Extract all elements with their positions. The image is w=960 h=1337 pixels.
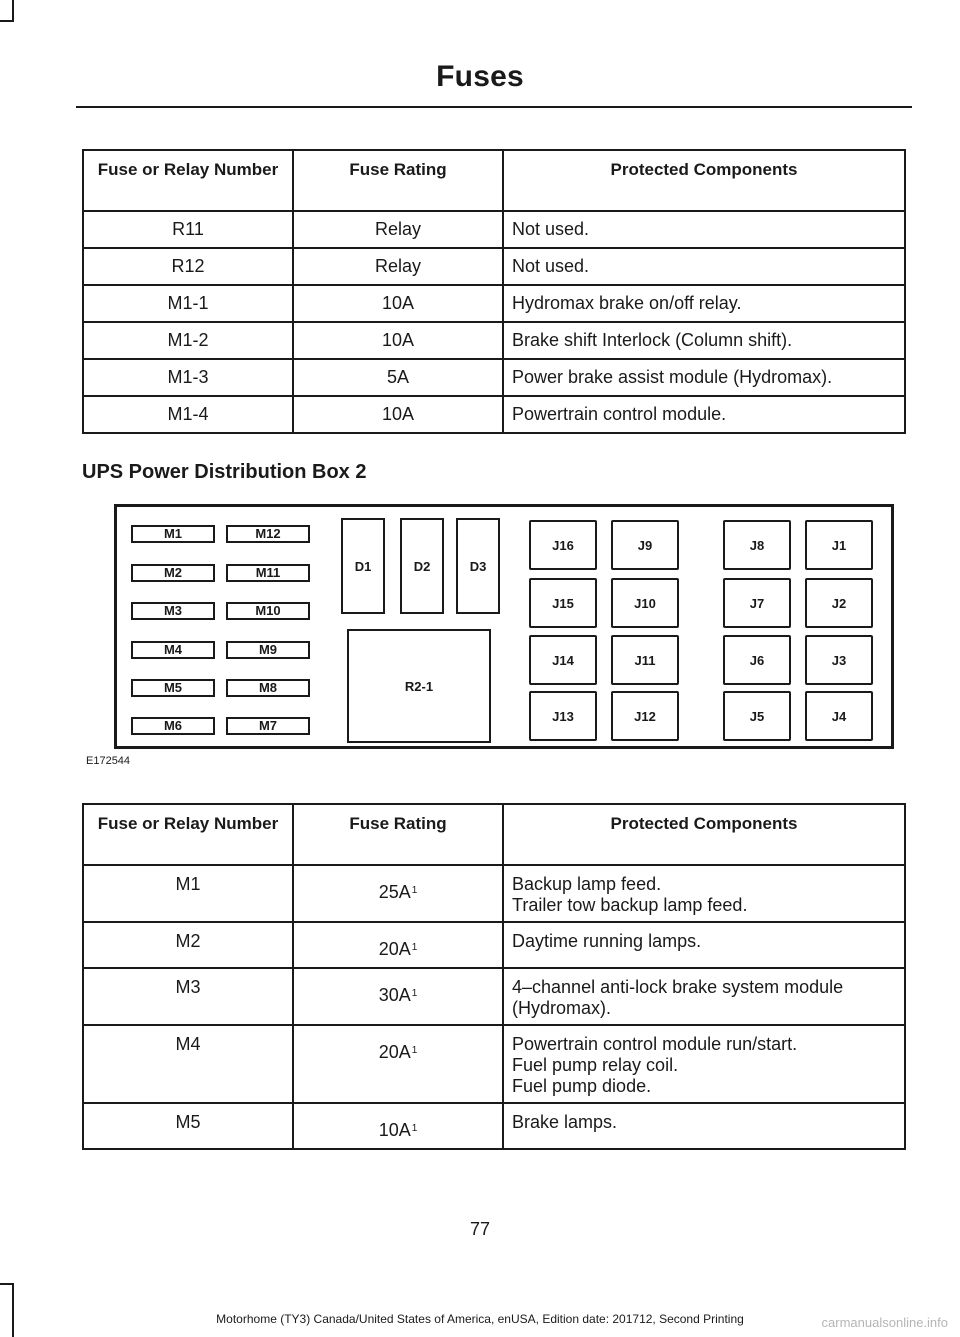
fuse-number: M4 <box>83 1025 293 1103</box>
fuse-slot: J3 <box>805 635 873 685</box>
fuse-number: M1-4 <box>83 396 293 433</box>
fuse-rating-cell <box>293 865 503 922</box>
crop-mark <box>12 1283 14 1337</box>
component-line: Trailer tow backup lamp feed. <box>512 895 748 915</box>
fuse-slot: M3 <box>131 602 215 620</box>
fuse-rating: 10A <box>293 322 503 359</box>
protected-component <box>503 922 905 968</box>
section-heading: UPS Power Distribution Box 2 <box>82 461 367 483</box>
fuse-slot: J6 <box>723 635 791 685</box>
protected-component: Hydromax brake on/off relay. <box>503 285 905 322</box>
component-line: Fuel pump diode. <box>512 1076 652 1096</box>
fuse-rating-cell <box>293 968 503 1025</box>
figure-code: E172544 <box>86 755 131 767</box>
component-line: Fuel pump relay coil. <box>512 1055 679 1075</box>
page-footer: Motorhome (TY3) Canada/United States of America, enUSA, Edition date: 201712, Second Printing <box>216 1312 744 1326</box>
fuse-rating: 5A <box>293 359 503 396</box>
table-row <box>83 285 905 322</box>
fuse-slot: J12 <box>611 691 679 741</box>
fuse-rating: 25A <box>378 882 411 902</box>
fuse-slot: J13 <box>529 691 597 741</box>
watermark: carmanualsonline.info <box>821 1315 948 1330</box>
component-line: Backup lamp feed. <box>512 874 662 894</box>
table-row <box>83 322 905 359</box>
fuse-number: R11 <box>83 211 293 248</box>
fuse-number: M2 <box>83 922 293 968</box>
component-line: 4–channel anti-lock brake system module <box>512 977 844 997</box>
fuse-number: M5 <box>83 1103 293 1149</box>
fuse-slot: J16 <box>529 520 597 570</box>
fuse-rating: 10A <box>378 1120 411 1140</box>
fuse-table-2 <box>82 803 906 1150</box>
crop-mark <box>0 20 14 22</box>
protected-component <box>503 1103 905 1149</box>
table-row <box>83 396 905 433</box>
fuse-box-diagram <box>114 504 894 749</box>
fuse-slot: J2 <box>805 578 873 628</box>
component-line: Brake lamps. <box>512 1112 618 1132</box>
protected-component: Brake shift Interlock (Column shift). <box>503 322 905 359</box>
fuse-slot: J5 <box>723 691 791 741</box>
table-row <box>83 248 905 285</box>
fuse-slot: M1 <box>131 525 215 543</box>
fuse-rating-cell <box>293 922 503 968</box>
table-row <box>83 1025 905 1103</box>
fuse-slot: J7 <box>723 578 791 628</box>
column-header: Fuse Rating <box>293 150 503 211</box>
page-title: Fuses <box>436 60 524 93</box>
column-header: Protected Components <box>503 150 905 211</box>
column-header: Fuse or Relay Number <box>83 804 293 865</box>
fuse-slot: J14 <box>529 635 597 685</box>
table-row <box>83 922 905 968</box>
footnote-mark: 1 <box>411 1045 418 1056</box>
protected-component <box>503 865 905 922</box>
table-row <box>83 1103 905 1149</box>
fuse-number: M1 <box>83 865 293 922</box>
fuse-number: M1-2 <box>83 322 293 359</box>
diode-slot: D1 <box>341 518 385 614</box>
fuse-rating: 30A <box>378 985 411 1005</box>
fuse-slot: J9 <box>611 520 679 570</box>
diode-slot: D2 <box>400 518 444 614</box>
fuse-number: M1-1 <box>83 285 293 322</box>
relay-slot: R2-1 <box>347 629 491 743</box>
footnote-mark: 1 <box>411 942 418 953</box>
fuse-slot: M10 <box>226 602 310 620</box>
column-header: Fuse Rating <box>293 804 503 865</box>
column-header: Protected Components <box>503 804 905 865</box>
fuse-rating: Relay <box>293 248 503 285</box>
fuse-slot: J15 <box>529 578 597 628</box>
fuse-slot: M4 <box>131 641 215 659</box>
header-divider <box>76 106 912 108</box>
fuse-slot: M7 <box>226 717 310 735</box>
fuse-rating: 10A <box>293 285 503 322</box>
table-row <box>83 968 905 1025</box>
fuse-slot: J10 <box>611 578 679 628</box>
protected-component <box>503 968 905 1025</box>
fuse-slot: J1 <box>805 520 873 570</box>
protected-component <box>503 1025 905 1103</box>
crop-mark <box>12 0 14 22</box>
fuse-rating: 20A <box>378 1042 411 1062</box>
protected-component: Powertrain control module. <box>503 396 905 433</box>
column-header: Fuse or Relay Number <box>83 150 293 211</box>
fuse-rating: Relay <box>293 211 503 248</box>
fuse-slot: J11 <box>611 635 679 685</box>
fuse-slot: M2 <box>131 564 215 582</box>
component-line: Powertrain control module run/start. <box>512 1034 798 1054</box>
crop-mark <box>0 1283 14 1285</box>
fuse-number: M3 <box>83 968 293 1025</box>
fuse-table-1 <box>82 149 906 434</box>
fuse-rating-cell <box>293 1025 503 1103</box>
fuse-slot: M11 <box>226 564 310 582</box>
component-line: Daytime running lamps. <box>512 931 702 951</box>
protected-component: Not used. <box>503 248 905 285</box>
footnote-mark: 1 <box>411 885 418 896</box>
table-row <box>83 211 905 248</box>
footnote-mark: 1 <box>411 988 418 999</box>
page-number: 77 <box>469 1219 491 1239</box>
table-header-row <box>83 150 905 211</box>
fuse-number: R12 <box>83 248 293 285</box>
table-row <box>83 359 905 396</box>
fuse-slot: M9 <box>226 641 310 659</box>
fuse-slot: M6 <box>131 717 215 735</box>
fuse-slot: M8 <box>226 679 310 697</box>
fuse-slot: J8 <box>723 520 791 570</box>
protected-component: Not used. <box>503 211 905 248</box>
component-line: (Hydromax). <box>512 998 612 1018</box>
table-row <box>83 865 905 922</box>
fuse-rating: 20A <box>378 939 411 959</box>
diode-slot: D3 <box>456 518 500 614</box>
fuse-number: M1-3 <box>83 359 293 396</box>
fuse-rating: 10A <box>293 396 503 433</box>
footnote-mark: 1 <box>411 1123 418 1134</box>
protected-component: Power brake assist module (Hydromax). <box>503 359 905 396</box>
table-header-row <box>83 804 905 865</box>
fuse-slot: M5 <box>131 679 215 697</box>
fuse-rating-cell <box>293 1103 503 1149</box>
fuse-slot: M12 <box>226 525 310 543</box>
fuse-slot: J4 <box>805 691 873 741</box>
